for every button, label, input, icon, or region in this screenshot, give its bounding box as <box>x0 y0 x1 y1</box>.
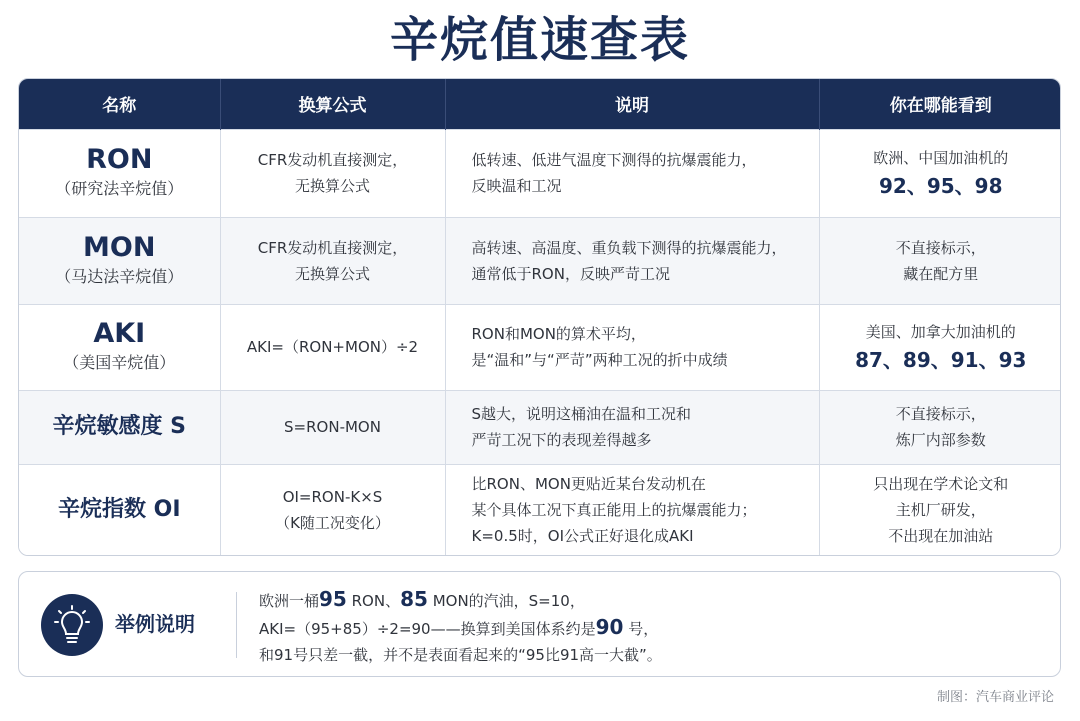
table-header-row <box>19 79 1061 129</box>
where-line: 只出现在学术论文和 <box>873 475 1009 494</box>
example-text-part: AKI=（95+85）÷2=90——换算到美国体系约是 <box>259 620 596 638</box>
formula-line: 无换算公式 <box>294 177 370 195</box>
where-line: 不出现在加油站 <box>888 527 994 546</box>
description-line: 某个具体工况下真正能用上的抗爆震能力； <box>471 501 757 520</box>
example-number: 85 <box>400 587 428 611</box>
term-name: AKI <box>93 318 146 349</box>
cell-formula <box>220 217 445 304</box>
cell-description <box>445 304 819 390</box>
table-row <box>19 304 1061 390</box>
description-line: 反映温和工况 <box>471 177 562 195</box>
example-number: 90 <box>595 615 624 639</box>
cell-formula <box>220 390 445 464</box>
where-line: 欧洲、中国加油机的 <box>873 149 1009 167</box>
cell-description <box>445 390 819 464</box>
where-line: 藏在配方里 <box>903 264 979 283</box>
table-row <box>19 129 1061 217</box>
formula-line: CFR发动机直接测定， <box>257 151 408 169</box>
formula-line: （K随工况变化） <box>275 514 390 533</box>
cell-where <box>819 304 1061 390</box>
cell-formula <box>220 464 445 556</box>
where-line: 炼厂内部参数 <box>895 431 986 449</box>
header-description: 说明 <box>445 79 819 129</box>
term-name: 辛烷指数 OI <box>57 497 181 523</box>
example-label: 举例说明 <box>115 612 195 636</box>
where-line: 不直接标示， <box>895 238 986 257</box>
formula-line: OI=RON-K×S <box>282 488 383 507</box>
grade-numbers: 92、95、98 <box>879 174 1003 198</box>
example-line <box>259 614 662 642</box>
header-where: 你在哪能看到 <box>889 96 992 117</box>
term-subname: （马达法辛烷值） <box>55 266 184 286</box>
table-row <box>19 464 1061 556</box>
term-name: MON <box>83 231 156 263</box>
table-row <box>19 217 1061 304</box>
description-line: 低转速、低进气温度下测得的抗爆震能力， <box>471 151 757 169</box>
cell-where <box>819 129 1061 217</box>
cell-where <box>819 217 1061 304</box>
example-line: 和91号只差一截，并不是表面看起来的“95比91高一大截”。 <box>259 646 662 664</box>
formula-line: 无换算公式 <box>294 264 370 283</box>
cell-description <box>445 129 819 217</box>
description-line: K=0.5时，OI公式正好退化成AKI <box>471 527 694 546</box>
cell-formula <box>220 304 445 390</box>
grade-numbers: 87、89、91、93 <box>855 348 1027 372</box>
where-line: 美国、加拿大加油机的 <box>865 323 1016 341</box>
octane-table <box>18 78 1061 556</box>
divider <box>236 592 237 658</box>
formula-line: S=RON-MON <box>284 418 381 436</box>
description-line: 比RON、MON更贴近某台发动机在 <box>471 475 706 494</box>
credit-text: 制图：汽车商业评论 <box>936 690 1054 705</box>
header-name: 名称 <box>19 79 220 129</box>
description-line: RON和MON的算术平均， <box>471 325 646 343</box>
example-text-part: MON的汽油，S=10， <box>427 592 585 610</box>
cell-where <box>819 390 1061 464</box>
cell-name <box>19 129 220 217</box>
description-line: 是“温和”与“严苛”两种工况的折中成绩 <box>471 351 728 369</box>
term-name: RON <box>86 144 153 175</box>
example-text <box>259 586 662 668</box>
cell-name <box>19 464 220 556</box>
formula-line: CFR发动机直接测定， <box>257 238 408 257</box>
cell-where <box>819 464 1061 556</box>
cell-name <box>19 217 220 304</box>
example-text-part: 号， <box>623 620 659 638</box>
where-line: 主机厂研发， <box>895 501 986 520</box>
header-formula: 换算公式 <box>220 79 445 129</box>
description-line: 通常低于RON，反映严苛工况 <box>471 264 670 283</box>
cell-description <box>445 464 819 556</box>
description-line: S越大，说明这桶油在温和工况和 <box>471 405 692 423</box>
example-text-part: RON、 <box>346 592 401 610</box>
cell-description <box>445 217 819 304</box>
lightbulb-icon <box>41 594 103 656</box>
term-name: 辛烷敏感度 S <box>52 414 186 439</box>
example-line <box>259 586 662 614</box>
formula-line: AKI=（RON+MON）÷2 <box>246 338 419 356</box>
term-subname: （研究法辛烷值） <box>55 179 184 198</box>
example-box <box>18 571 1061 677</box>
description-line: 高转速、高温度、重负载下测得的抗爆震能力， <box>471 238 787 257</box>
example-number: 95 <box>319 587 347 611</box>
cell-formula <box>220 129 445 217</box>
term-subname: （美国辛烷值） <box>63 353 176 372</box>
description-line: 严苛工况下的表现差得越多 <box>471 431 652 449</box>
table-row <box>19 390 1061 464</box>
where-line: 不直接标示， <box>895 405 986 423</box>
example-text-part: 欧洲一桶 <box>259 592 320 610</box>
page-title: 辛烷值速查表 <box>389 12 690 68</box>
cell-name <box>19 390 220 464</box>
cell-name <box>19 304 220 390</box>
